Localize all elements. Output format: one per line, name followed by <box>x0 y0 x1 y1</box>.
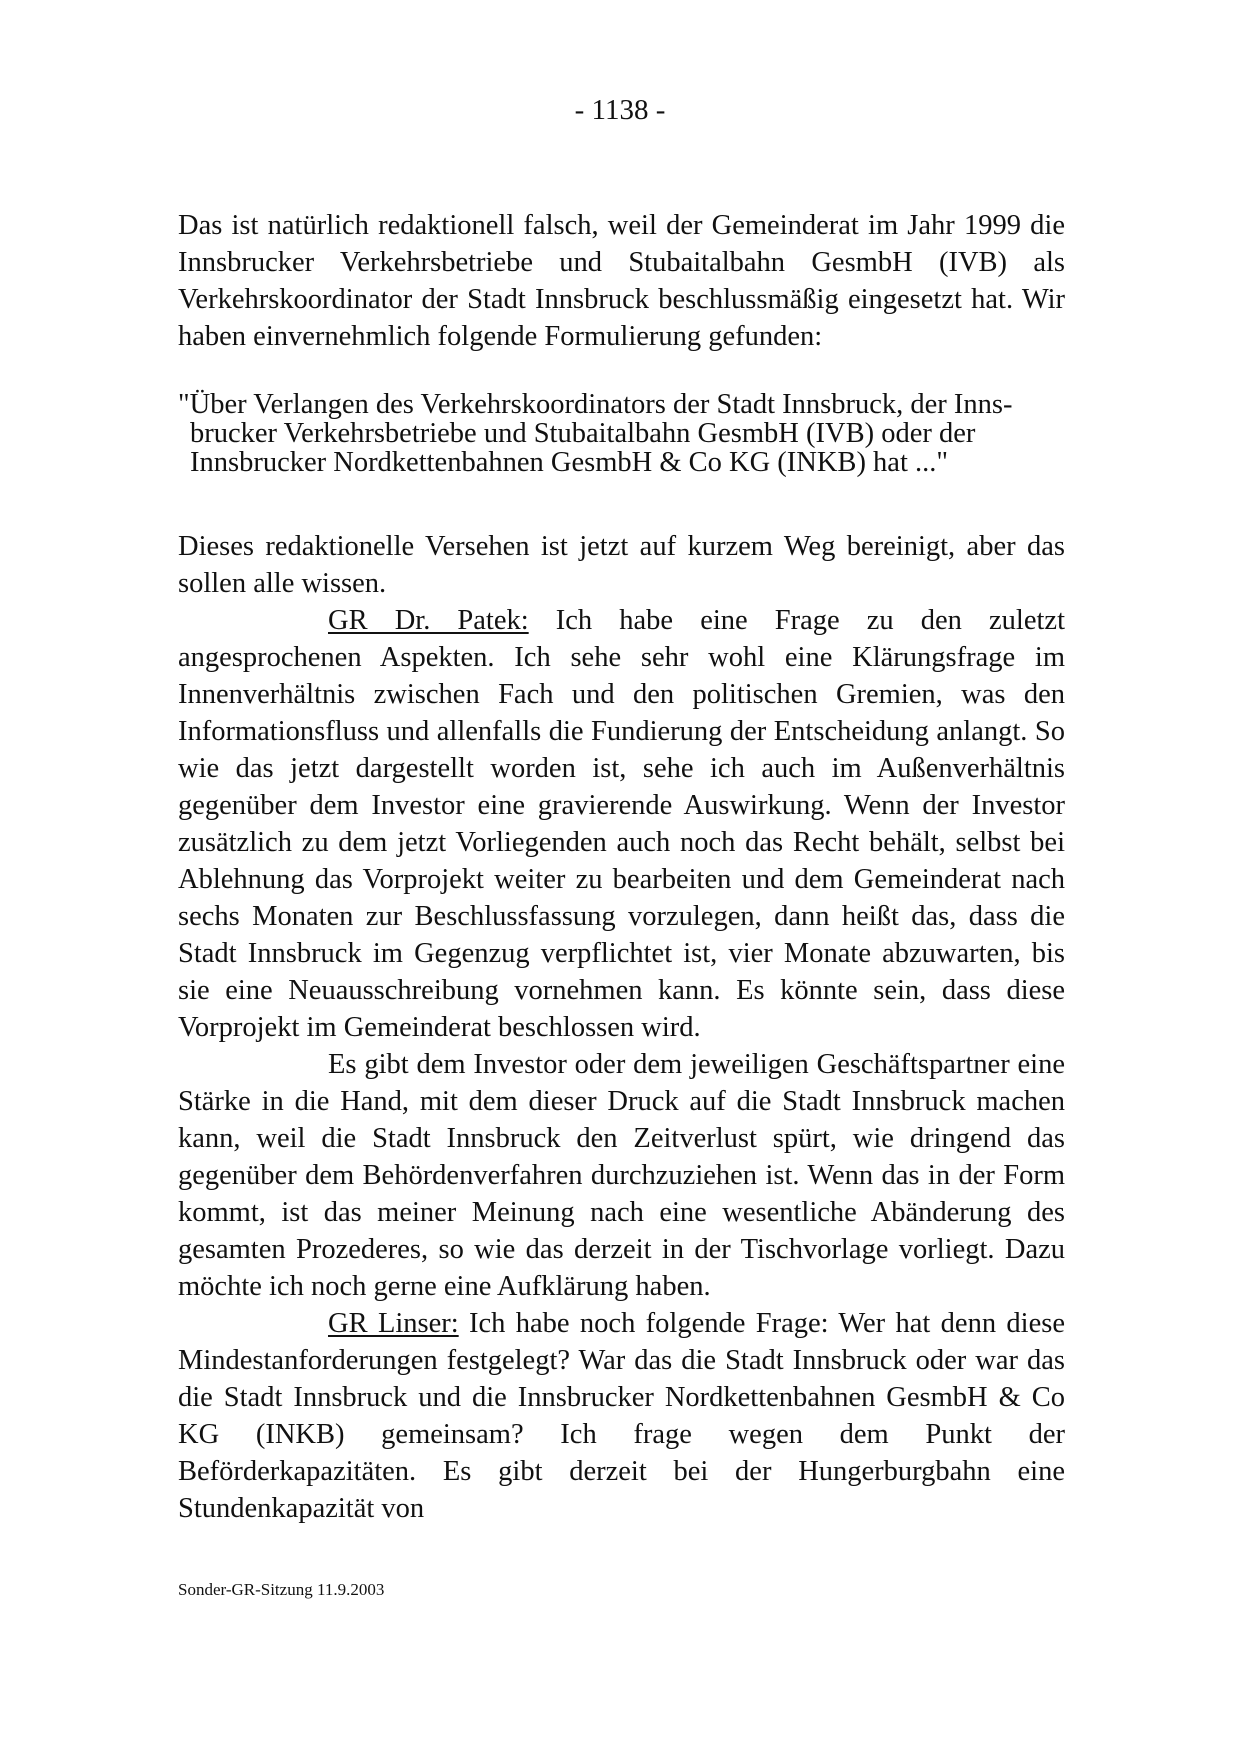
after-quote-paragraph: Dieses redaktionelle Versehen ist jetzt auf kurzem Weg bereinigt, aber das sollen alle wissen. <box>178 531 1065 599</box>
footer-session-label: Sonder-GR-Sitzung 11.9.2003 <box>178 1580 385 1599</box>
quote-block <box>178 390 1065 477</box>
patek-statement <box>178 602 1065 1046</box>
linser-statement <box>178 1305 1065 1527</box>
intro-paragraph <box>178 207 1065 355</box>
quote-line-1: "Über Verlangen des Verkehrskoordinators der Stadt Innsbruck, der Inns- <box>178 389 1013 420</box>
patek-continuation: Es gibt dem Investor oder dem jeweiligen Geschäftspartner eine Stärke in die Hand, mit dem dieser Druck auf die Stadt Innsbruck machen kann, weil die Stadt Innsbruck den Zeitverlust spürt, wie dringend das gegenüber dem Behördenverfahren durchzuziehen ist. Wenn das in der Form kommt, ist das meiner Meinung nach eine wesentliche Abänderung des gesamten Prozederes, so wie das derzeit in der Tischvorlage vorliegt. Dazu möchte ich noch gerne eine Aufklärung haben. <box>178 1049 1065 1302</box>
page-number: - 1138 - <box>574 94 666 126</box>
speaker-patek: GR Dr. Patek: <box>328 605 529 636</box>
quote-line-3: Innsbrucker Nordkettenbahnen GesmbH & Co KG (INKB) hat ..." <box>190 447 949 478</box>
transcript-body <box>178 528 1065 1527</box>
intro-text: Das ist natürlich redaktionell falsch, weil der Gemeinderat im Jahr 1999 die Innsbrucker Verkehrsbetriebe und Stubaitalbahn GesmbH (IVB) als Verkehrskoordinator der Stadt Innsbruck beschlussmäßig eingesetzt hat. Wir haben einvernehmlich folgende Formulierung gefunden: <box>178 210 1065 352</box>
quote-line-2: brucker Verkehrsbetriebe und Stubaitalbahn GesmbH (IVB) oder der <box>190 418 976 449</box>
linser-text: Ich habe noch folgende Frage: Wer hat denn diese Mindestanforderungen festgelegt? War das die Stadt Innsbruck oder war das die Stadt Innsbruck und die Innsbrucker Nordkettenbahnen GesmbH & Co KG (INKB) gemeinsam? Ich frage wegen dem Punkt der Beförderkapazitäten. Es gibt derzeit bei der Hungerburgbahn eine Stundenkapazität von <box>178 1308 1065 1524</box>
speaker-linser: GR Linser: <box>328 1308 459 1339</box>
patek-text: Ich habe eine Frage zu den zuletzt angesprochenen Aspekten. Ich sehe sehr wohl eine Klärungsfrage im Innenverhältnis zwischen Fach und den politischen Gremien, was den Informationsfluss und allenfalls die Fundierung der Entscheidung anlangt. So wie das jetzt dargestellt worden ist, sehe ich auch im Außenverhältnis gegenüber dem Investor eine gravierende Auswirkung. Wenn der Investor zusätzlich zu dem jetzt Vorliegenden auch noch das Recht behält, selbst bei Ablehnung das Vorprojekt weiter zu bearbeiten und dem Gemeinderat nach sechs Monaten zur Beschlussfassung vorzulegen, dann heißt das, dass die Stadt Innsbruck im Gegenzug verpflichtet ist, vier Monate abzuwarten, bis sie eine Neuausschreibung vornehmen kann. Es könnte sein, dass diese Vorprojekt im Gemeinderat beschlossen wird. <box>178 605 1065 1043</box>
